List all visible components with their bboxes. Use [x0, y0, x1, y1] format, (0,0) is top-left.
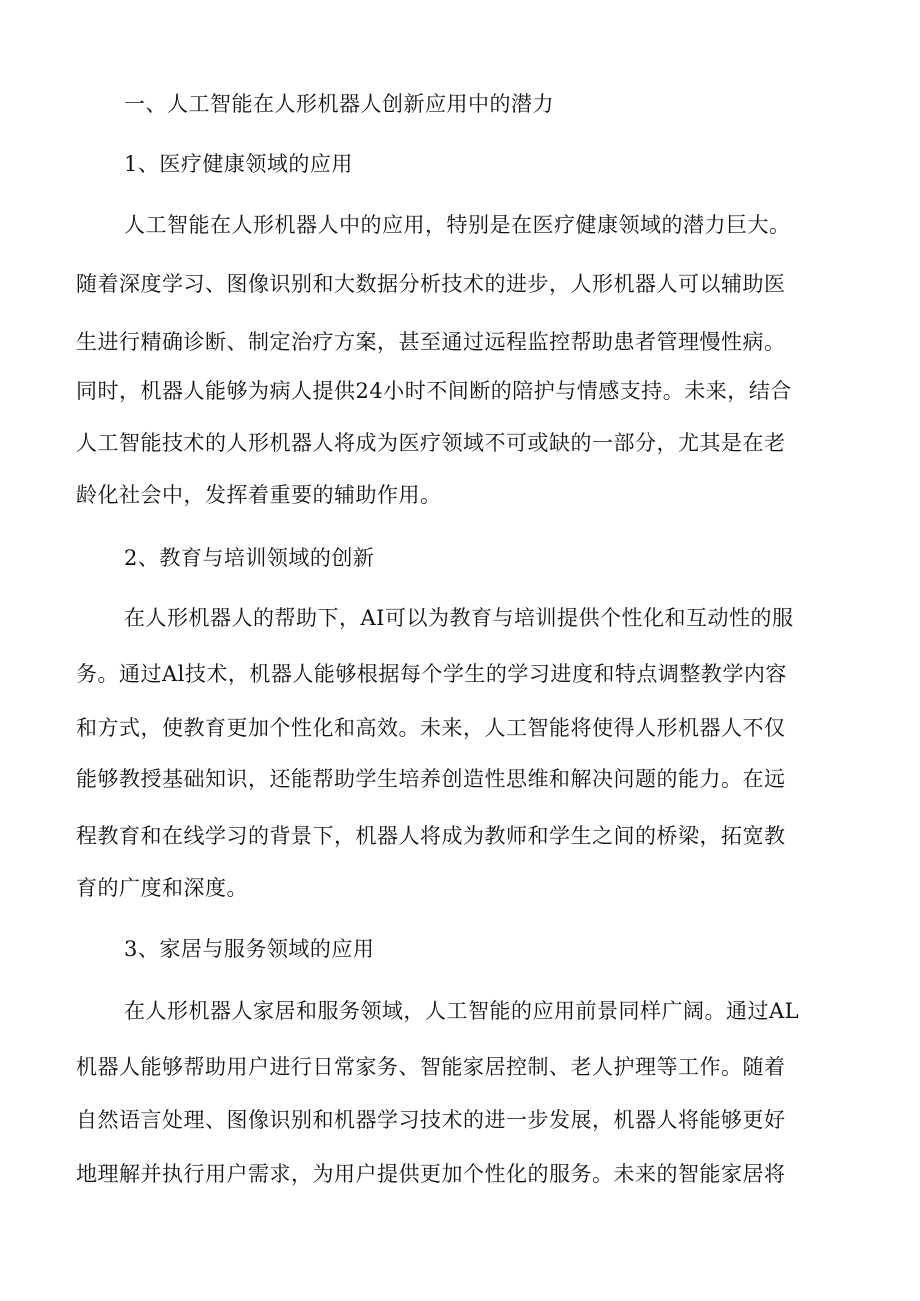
paragraph-line: 地理解并执行用户需求，为用户提供更加个性化的服务。未来的智能家居将 [76, 1162, 786, 1186]
subsection-heading-education: 2、教育与培训领域的创新 [124, 546, 375, 570]
paragraph-line: 自然语言处理、图像识别和机器学习技术的进一步发展，机器人将能够更好 [76, 1108, 786, 1132]
section-title: 一、人工智能在人形机器人创新应用中的潜力 [124, 92, 554, 116]
paragraph-line: 和方式，使教育更加个性化和高效。未来，人工智能将使得人形机器人不仅 [76, 716, 786, 740]
paragraph-line: 龄化社会中，发挥着重要的辅助作用。 [76, 483, 442, 507]
paragraph-line: 机器人能够帮助用户进行日常家务、智能家居控制、老人护理等工作。随着 [76, 1055, 786, 1079]
paragraph-line: 同时，机器人能够为病人提供24小时不间断的陪护与情感支持。未来，结合 [76, 379, 792, 403]
paragraph-line: 人工智能技术的人形机器人将成为医疗领域不可或缺的一部分，尤其是在老 [76, 431, 786, 455]
paragraph-line: 育的广度和深度。 [76, 876, 248, 900]
paragraph-line: 程教育和在线学习的背景下，机器人将成为教师和学生之间的桥梁，拓宽教 [76, 824, 786, 848]
paragraph-line: 能够教授基础知识，还能帮助学生培养创造性思维和解决问题的能力。在远 [76, 767, 786, 791]
paragraph-line: 务。通过Al技术，机器人能够根据每个学生的学习进度和特点调整教学内容 [76, 662, 787, 686]
paragraph-line: 在人形机器人的帮助下，AI可以为教育与培训提供个性化和互动性的服 [124, 606, 794, 630]
subsection-heading-home: 3、家居与服务领域的应用 [124, 937, 375, 961]
paragraph-line: 随着深度学习、图像识别和大数据分析技术的进步，人形机器人可以辅助医 [76, 272, 786, 296]
paragraph-line: 人工智能在人形机器人中的应用，特别是在医疗健康领域的潜力巨大。 [124, 213, 791, 237]
subsection-heading-medical: 1、医疗健康领域的应用 [124, 152, 353, 176]
paragraph-line: 生进行精确诊断、制定治疗方案，甚至通过远程监控帮助患者管理慢性病。 [76, 330, 786, 354]
paragraph-line: 在人形机器人家居和服务领域，人工智能的应用前景同样广阔。通过AL [124, 999, 800, 1023]
